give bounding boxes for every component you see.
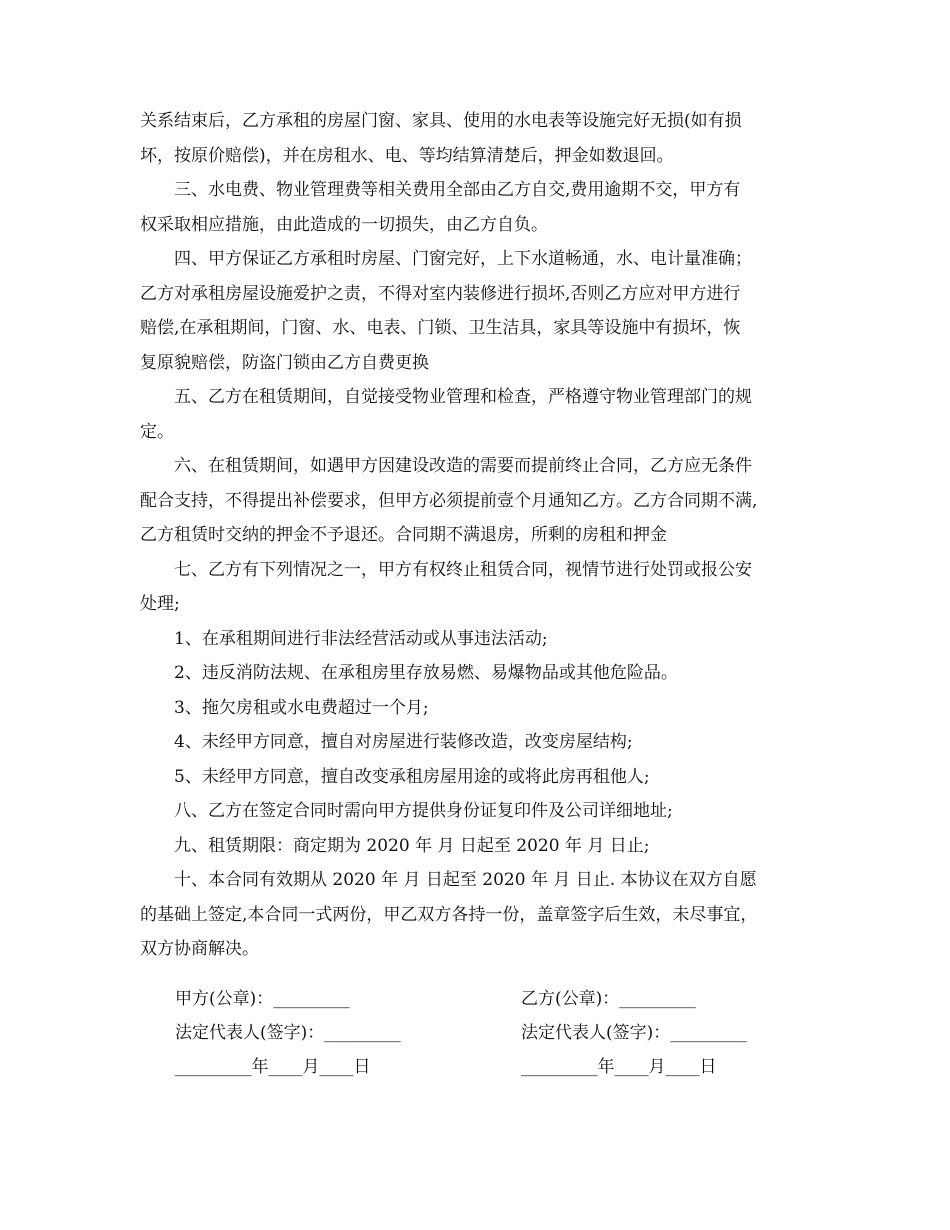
party-a-representative: 法定代表人(签字)：_________ — [175, 1023, 401, 1043]
text-line: 5、未经甲方同意，擅自改变承租房屋用途的或将此房再租他人; — [174, 766, 650, 787]
text-line: 的基础上签定,本合同一式两份，甲乙双方各持一份，盖章签字后生效，未尽事宜， — [140, 904, 758, 925]
text-line: 复原貌赔偿，防盗门锁由乙方自费更换 — [140, 352, 429, 373]
text-line: 八、乙方在签定合同时需向甲方提供身份证复印件及公司详细地址; — [174, 801, 673, 821]
text-line: 2、违反消防法规、在承租房里存放易燃、易爆物品或其他危险品。 — [174, 663, 678, 683]
text-line: 五、乙方在租赁期间，自觉接受物业管理和检查，严格遵守物业管理部门的规 — [174, 387, 752, 407]
text-line: 配合支持，不得提出补偿要求，但甲方必须提前壹个月通知乙方。乙方合同期不满, — [140, 490, 758, 511]
party-a-seal: 甲方(公章)：_________ — [175, 989, 350, 1009]
text-line: 关系结束后，乙方承租的房屋门窗、家具、使用的水电表等设施完好无损(如有损 — [140, 111, 742, 131]
text-line: 乙方租赁时交纳的押金不予退还。合同期不满退房，所剩的房租和押金 — [140, 525, 667, 545]
text-line: 坏，按原价赔偿)，并在房租水、电、等均结算清楚后，押金如数退回。 — [140, 145, 674, 166]
text-line: 九、租赁期限：商定期为 2020 年 月 日起至 2020 年 月 日止; — [174, 835, 650, 856]
text-line: 六、在租赁期间，如遇甲方因建设改造的需要而提前终止合同，乙方应无条件 — [174, 456, 752, 476]
representative-row — [0, 1016, 950, 1050]
text-line: 处理; — [140, 594, 180, 614]
text-line: 七、乙方有下列情况之一，甲方有权终止租赁合同，视情节进行处罚或报公安 — [174, 559, 752, 580]
party-a-date: _________年____月____日 — [175, 1057, 371, 1077]
text-line: 定。 — [140, 421, 174, 442]
text-line: 三、水电费、物业管理费等相关费用全部由乙方自交,费用逾期不交，甲方有 — [174, 180, 741, 200]
contract-body — [140, 104, 830, 967]
party-b-date: _________年____月____日 — [521, 1057, 717, 1077]
text-line: 3、拖欠房租或水电费超过一个月; — [174, 697, 429, 718]
text-line: 乙方对承租房屋设施爱护之责，不得对室内装修进行损坏,否则乙方应对甲方进行 — [140, 283, 741, 304]
seal-row — [0, 982, 950, 1016]
text-line: 双方协商解决。 — [140, 939, 259, 959]
text-line: 十、本合同有效期从 2020 年 月 日起至 2020 年 月 日止. 本协议在双方自愿 — [174, 870, 757, 890]
text-line: 四、甲方保证乙方承租时房屋、门窗完好，上下水道畅通，水、电计量准确； — [174, 249, 752, 269]
party-b-representative: 法定代表人(签字)：_________ — [521, 1023, 747, 1043]
text-line: 4、未经甲方同意，擅自对房屋进行装修改造，改变房屋结构; — [174, 732, 633, 752]
text-line: 1、在承租期间进行非法经营活动或从事违法活动; — [174, 628, 548, 649]
date-row — [0, 1050, 950, 1084]
text-line: 权采取相应措施，由此造成的一切损失，由乙方自负。 — [140, 214, 548, 235]
party-b-seal: 乙方(公章)：_________ — [521, 989, 696, 1009]
text-line: 赔偿,在承租期间，门窗、水、电表、门锁、卫生洁具，家具等设施中有损坏，恢 — [140, 318, 741, 338]
